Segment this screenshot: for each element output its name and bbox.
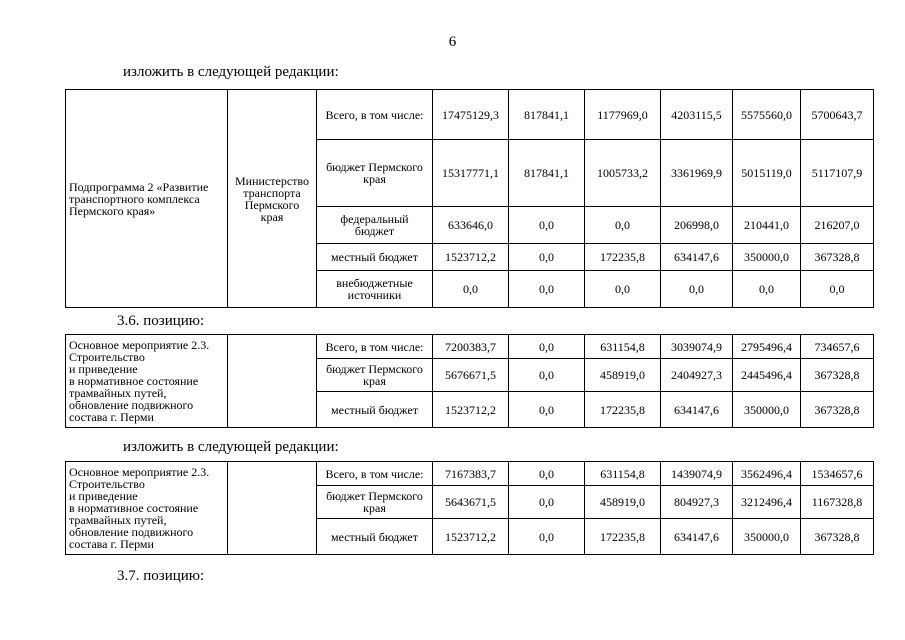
value-cell: 0,0 [509,392,585,428]
value-cell: 5676671,5 [433,359,509,392]
measure-funding-table-new [65,461,874,555]
measure-line: Основное мероприятие 2.3. [69,338,210,352]
value-cell: 804927,3 [661,486,733,519]
value-cell: 1177969,0 [585,90,661,140]
measure-line: Основное мероприятие 2.3. [69,465,210,479]
value-cell: 3361969,9 [661,140,733,207]
value-cell: 2795496,4 [733,335,801,359]
funding-source-label: местный бюджет [331,250,418,264]
measure-line: состава г. Перми [69,537,154,551]
value-cell: 2445496,4 [733,359,801,392]
funding-source-label: Всего, в том числе: [325,339,424,354]
value-cell: 350000,0 [733,392,801,428]
value-cell: 350000,0 [733,519,801,555]
table-row [66,462,874,486]
value-cell: 350000,0 [733,244,801,271]
funding-source-label: источники [347,288,402,302]
value-cell: 3212496,4 [733,486,801,519]
value-cell: 1523712,2 [433,244,509,271]
value-cell: 734657,6 [801,335,874,359]
measure-name-cell [66,335,228,428]
measure-line: трамвайных путей, [69,386,167,400]
value-cell: 634147,6 [661,244,733,271]
measure-line: Строительство [69,477,145,491]
value-cell: 0,0 [509,207,585,244]
value-cell: 5700643,7 [801,90,874,140]
value-cell: 0,0 [509,244,585,271]
value-cell: 0,0 [509,486,585,519]
value-cell: 1439074,9 [661,462,733,486]
table-row [66,335,874,359]
funding-source-cell [317,392,433,428]
funding-source-label: края [363,374,386,388]
funding-source-cell [317,335,433,359]
value-cell: 631154,8 [585,462,661,486]
page-number: 6 [448,34,457,50]
value-cell: 458919,0 [585,359,661,392]
funding-source-cell [317,207,433,244]
value-cell: 17475129,3 [433,90,509,140]
measure-line: в нормативное состояние [69,374,199,388]
funding-source-label: местный бюджет [331,529,418,544]
value-cell: 0,0 [509,462,585,486]
value-cell: 3562496,4 [733,462,801,486]
value-cell: 1523712,2 [433,392,509,428]
measure-line: и приведение [69,362,138,376]
funding-source-cell [317,140,433,207]
ministry-line: края [260,209,284,224]
funding-source-label: края [363,501,386,515]
funding-source-label: бюджет [354,224,395,238]
measure-funding-table-old [65,334,874,428]
position-heading: 3.7. позицию: [117,568,205,584]
funding-source-label: Всего, в том числе: [325,466,424,481]
funding-source-cell [317,90,433,140]
value-cell: 0,0 [801,271,874,308]
value-cell: 817841,1 [509,140,585,207]
value-cell: 0,0 [509,519,585,555]
value-cell: 631154,8 [585,335,661,359]
funding-source-cell [317,359,433,392]
ministry-cell [228,90,317,308]
value-cell: 216207,0 [801,207,874,244]
value-cell: 210441,0 [733,207,801,244]
value-cell: 5643671,5 [433,486,509,519]
value-cell: 817841,1 [509,90,585,140]
value-cell: 1005733,2 [585,140,661,207]
table-row [66,90,874,140]
value-cell: 0,0 [733,271,801,308]
value-cell: 367328,8 [801,392,874,428]
ministry-line: транспорта [243,185,301,200]
funding-source-label: местный бюджет [331,402,418,417]
measure-line: состава г. Перми [69,410,154,424]
funding-source-label: края [363,172,386,186]
value-cell: 634147,6 [661,519,733,555]
value-cell: 367328,8 [801,359,874,392]
value-cell: 7200383,7 [433,335,509,359]
measure-line: и приведение [69,489,138,503]
value-cell: 1534657,6 [801,462,874,486]
funding-source-label: Всего, в том числе: [325,107,424,122]
ministry-line: Пермского [244,197,300,212]
position-heading: 3.6. позицию: [117,313,205,329]
value-cell: 367328,8 [801,519,874,555]
subprogram-funding-table [65,89,874,308]
funding-source-label: внебюджетные [336,276,413,290]
value-cell: 5015119,0 [733,140,801,207]
funding-source-label: федеральный [340,212,409,226]
value-cell: 1167328,8 [801,486,874,519]
value-cell: 0,0 [509,335,585,359]
value-cell: 3039074,9 [661,335,733,359]
value-cell: 5575560,0 [733,90,801,140]
value-cell: 458919,0 [585,486,661,519]
funding-source-label: бюджет Пермского [326,160,423,174]
measure-line: Строительство [69,350,145,364]
funding-source-cell [317,271,433,308]
value-cell: 206998,0 [661,207,733,244]
value-cell: 0,0 [585,271,661,308]
value-cell: 2404927,3 [661,359,733,392]
measure-line: обновление подвижного [69,525,194,539]
value-cell: 5117107,9 [801,140,874,207]
empty-ministry-cell [228,462,317,555]
value-cell: 633646,0 [433,207,509,244]
value-cell: 0,0 [509,359,585,392]
value-cell: 0,0 [661,271,733,308]
measure-line: в нормативное состояние [69,501,199,515]
value-cell: 7167383,7 [433,462,509,486]
value-cell: 0,0 [433,271,509,308]
funding-source-cell [317,462,433,486]
funding-source-cell [317,244,433,271]
value-cell: 172235,8 [585,392,661,428]
value-cell: 15317771,1 [433,140,509,207]
funding-source-label: бюджет Пермского [326,362,423,376]
measure-name-cell [66,462,228,555]
measure-line: трамвайных путей, [69,513,167,527]
measure-line: обновление подвижного [69,398,194,412]
value-cell: 172235,8 [585,519,661,555]
funding-source-cell [317,519,433,555]
value-cell: 4203115,5 [661,90,733,140]
edit-instruction-heading: изложить в следующей редакции: [123,64,339,80]
funding-source-cell [317,486,433,519]
edit-instruction-heading: изложить в следующей редакции: [123,439,339,455]
value-cell: 0,0 [585,207,661,244]
empty-ministry-cell [228,335,317,428]
value-cell: 172235,8 [585,244,661,271]
subprogram-name-cell: Подпрограмма 2 «Развитие транспортного комплекса Пермского края» [66,90,228,308]
value-cell: 1523712,2 [433,519,509,555]
value-cell: 634147,6 [661,392,733,428]
funding-source-label: бюджет Пермского [326,489,423,503]
value-cell: 367328,8 [801,244,874,271]
value-cell: 0,0 [509,271,585,308]
ministry-line: Министерство [235,173,309,188]
